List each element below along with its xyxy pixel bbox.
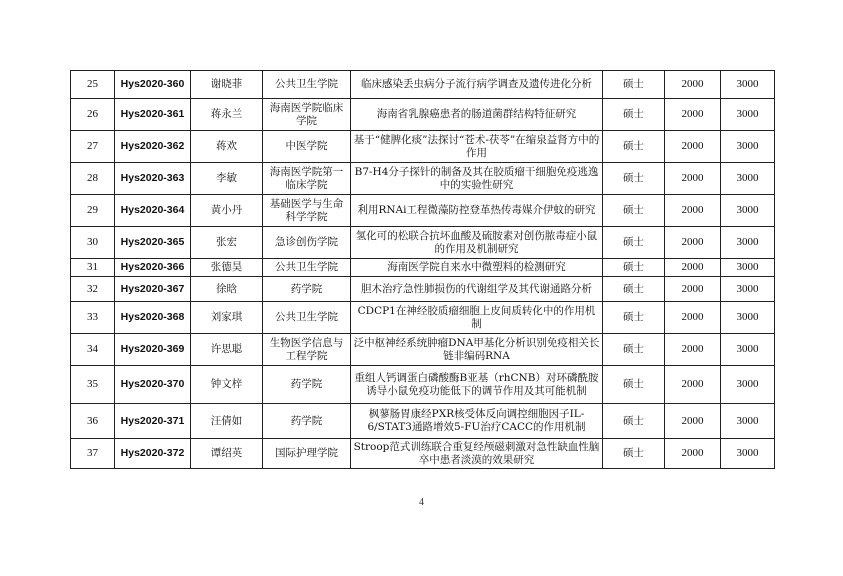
cell-b: 3000 [721, 99, 775, 131]
cell-seq: 27 [71, 131, 115, 163]
cell-seq: 35 [71, 366, 115, 404]
cell-code: Hys2020-361 [115, 99, 191, 131]
cell-college: 药学院 [263, 277, 351, 302]
cell-degree: 硕士 [603, 163, 665, 195]
cell-b: 3000 [721, 227, 775, 259]
cell-b: 3000 [721, 404, 775, 439]
cell-degree: 硕士 [603, 277, 665, 302]
cell-b: 3000 [721, 195, 775, 227]
cell-b: 3000 [721, 302, 775, 334]
cell-title: Stroop范式训练联合重复经颅磁刺激对急性缺血性脑卒中患者淡漠的效果研究 [351, 439, 603, 469]
cell-code: Hys2020-366 [115, 259, 191, 277]
cell-title: 胆木治疗急性肺损伤的代谢组学及其代谢通路分析 [351, 277, 603, 302]
cell-name: 张宏 [191, 227, 263, 259]
cell-a: 2000 [665, 195, 721, 227]
cell-degree: 硕士 [603, 302, 665, 334]
table-row [71, 131, 775, 163]
cell-title: 海南医学院自来水中微塑料的检测研究 [351, 259, 603, 277]
cell-college: 海南医学院临床学院 [263, 99, 351, 131]
table-row [71, 439, 775, 469]
cell-name: 谭绍英 [191, 439, 263, 469]
table-body [71, 71, 775, 469]
cell-college: 公共卫生学院 [263, 302, 351, 334]
cell-college: 中医学院 [263, 131, 351, 163]
cell-seq: 26 [71, 99, 115, 131]
cell-seq: 33 [71, 302, 115, 334]
table-row [71, 302, 775, 334]
funding-table [70, 70, 775, 469]
table-row [71, 227, 775, 259]
table-row [71, 259, 775, 277]
cell-name: 张德昊 [191, 259, 263, 277]
cell-name: 蒋永兰 [191, 99, 263, 131]
cell-b: 3000 [721, 366, 775, 404]
cell-seq: 25 [71, 71, 115, 99]
cell-degree: 硕士 [603, 71, 665, 99]
table-row [71, 404, 775, 439]
cell-code: Hys2020-362 [115, 131, 191, 163]
cell-code: Hys2020-363 [115, 163, 191, 195]
cell-code: Hys2020-367 [115, 277, 191, 302]
cell-title: 氢化可的松联合抗坏血酸及硫胺素对创伤脓毒症小鼠的作用及机制研究 [351, 227, 603, 259]
cell-b: 3000 [721, 277, 775, 302]
cell-college: 国际护理学院 [263, 439, 351, 469]
cell-college: 公共卫生学院 [263, 259, 351, 277]
page-number: 4 [419, 497, 424, 508]
cell-college: 药学院 [263, 404, 351, 439]
cell-title: 临床感染丢虫病分子流行病学调查及遗传进化分析 [351, 71, 603, 99]
cell-a: 2000 [665, 131, 721, 163]
cell-code: Hys2020-365 [115, 227, 191, 259]
cell-code: Hys2020-360 [115, 71, 191, 99]
table-row [71, 366, 775, 404]
cell-degree: 硕士 [603, 439, 665, 469]
cell-degree: 硕士 [603, 334, 665, 366]
cell-a: 2000 [665, 404, 721, 439]
cell-college: 基础医学与生命科学学院 [263, 195, 351, 227]
cell-b: 3000 [721, 439, 775, 469]
cell-name: 刘家琪 [191, 302, 263, 334]
cell-college: 药学院 [263, 366, 351, 404]
cell-a: 2000 [665, 277, 721, 302]
cell-a: 2000 [665, 227, 721, 259]
cell-name: 李敏 [191, 163, 263, 195]
cell-college: 公共卫生学院 [263, 71, 351, 99]
cell-degree: 硕士 [603, 195, 665, 227]
cell-name: 钟文梓 [191, 366, 263, 404]
cell-b: 3000 [721, 71, 775, 99]
cell-degree: 硕士 [603, 259, 665, 277]
cell-degree: 硕士 [603, 131, 665, 163]
cell-degree: 硕士 [603, 227, 665, 259]
table-row [71, 163, 775, 195]
cell-a: 2000 [665, 366, 721, 404]
cell-seq: 36 [71, 404, 115, 439]
cell-title: 基于“健脾化痰”法探讨“苍术-茯苓”在缩泉益肾方中的作用 [351, 131, 603, 163]
cell-title: 海南省乳腺癌患者的肠道菌群结构特征研究 [351, 99, 603, 131]
cell-college: 生物医学信息与工程学院 [263, 334, 351, 366]
table-row [71, 195, 775, 227]
cell-code: Hys2020-369 [115, 334, 191, 366]
cell-seq: 29 [71, 195, 115, 227]
cell-a: 2000 [665, 163, 721, 195]
cell-name: 徐晗 [191, 277, 263, 302]
cell-name: 许思聪 [191, 334, 263, 366]
cell-title: B7-H4分子探针的制备及其在胶质瘤干细胞免疫逃逸中的实验性研究 [351, 163, 603, 195]
cell-name: 谢晓菲 [191, 71, 263, 99]
cell-seq: 37 [71, 439, 115, 469]
cell-a: 2000 [665, 334, 721, 366]
cell-code: Hys2020-368 [115, 302, 191, 334]
cell-degree: 硕士 [603, 404, 665, 439]
cell-degree: 硕士 [603, 366, 665, 404]
cell-b: 3000 [721, 163, 775, 195]
cell-seq: 28 [71, 163, 115, 195]
table-row [71, 334, 775, 366]
cell-a: 2000 [665, 439, 721, 469]
cell-title: 枫蓼肠胃康经PXR核受体反向调控细胞因子IL-6/STAT3通路增效5-FU治疗CACC的作用机制 [351, 404, 603, 439]
cell-college: 海南医学院第一临床学院 [263, 163, 351, 195]
cell-code: Hys2020-364 [115, 195, 191, 227]
table-row [71, 71, 775, 99]
cell-a: 2000 [665, 71, 721, 99]
cell-code: Hys2020-371 [115, 404, 191, 439]
table-row [71, 277, 775, 302]
cell-code: Hys2020-372 [115, 439, 191, 469]
cell-code: Hys2020-370 [115, 366, 191, 404]
cell-seq: 31 [71, 259, 115, 277]
cell-seq: 30 [71, 227, 115, 259]
cell-name: 黄小丹 [191, 195, 263, 227]
cell-name: 蒋欢 [191, 131, 263, 163]
cell-title: 重组人钙调蛋白磷酸酶B亚基（rhCNB）对环磷酰胺诱导小鼠免疫功能低下的调节作用及其可能机制 [351, 366, 603, 404]
cell-degree: 硕士 [603, 99, 665, 131]
cell-b: 3000 [721, 131, 775, 163]
cell-title: 利用RNAi工程微藻防控登革热传毒媒介伊蚊的研究 [351, 195, 603, 227]
cell-b: 3000 [721, 334, 775, 366]
cell-b: 3000 [721, 259, 775, 277]
cell-title: CDCP1在神经胶质瘤细胞上皮间质转化中的作用机制 [351, 302, 603, 334]
cell-college: 急诊创伤学院 [263, 227, 351, 259]
table-row [71, 99, 775, 131]
cell-title: 泛中枢神经系统肿瘤DNA甲基化分析识别免疫相关长链非编码RNA [351, 334, 603, 366]
cell-a: 2000 [665, 99, 721, 131]
cell-a: 2000 [665, 302, 721, 334]
cell-seq: 34 [71, 334, 115, 366]
cell-name: 汪倩如 [191, 404, 263, 439]
cell-seq: 32 [71, 277, 115, 302]
cell-a: 2000 [665, 259, 721, 277]
